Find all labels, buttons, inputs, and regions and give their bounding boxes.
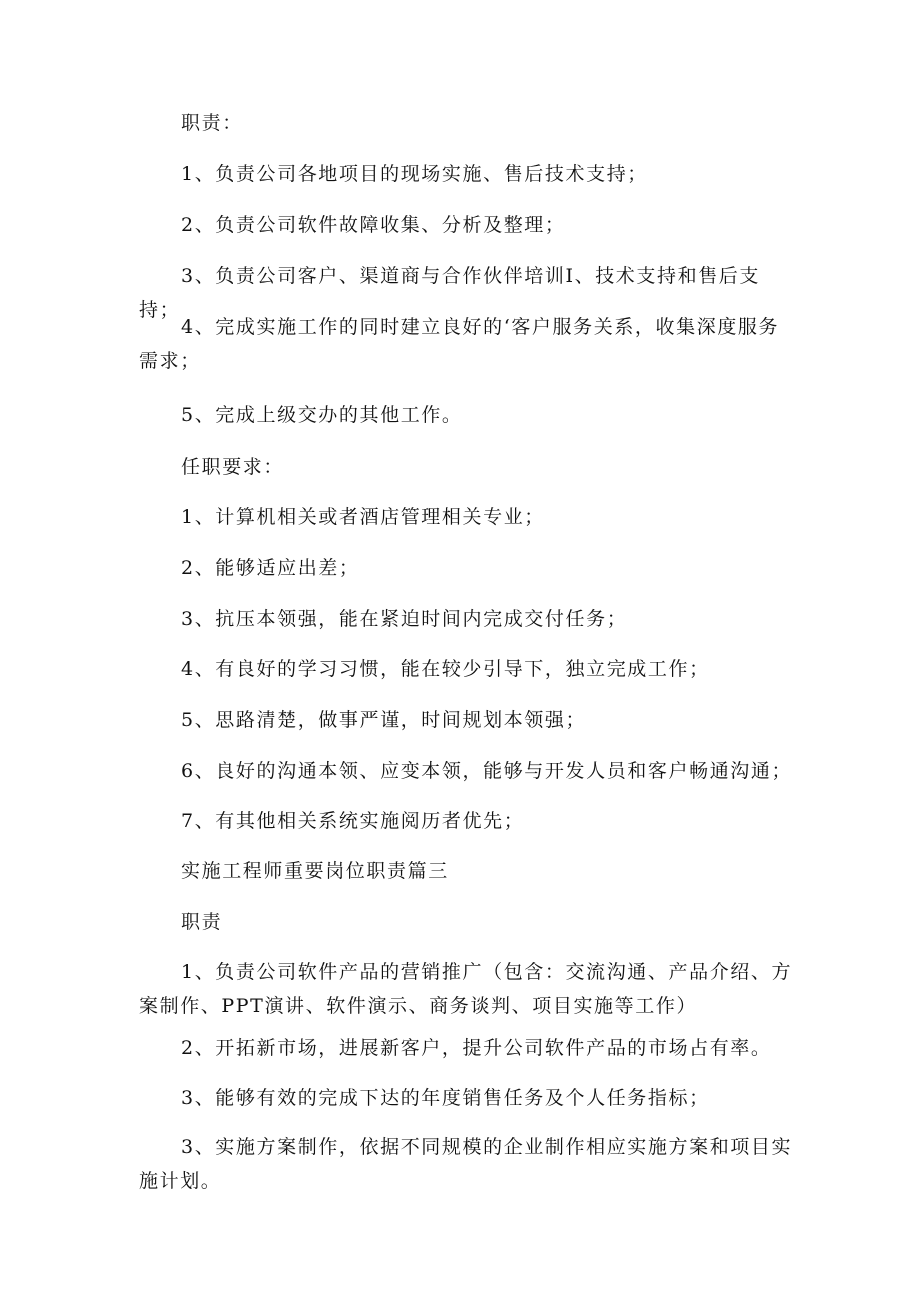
heading-requirements: 任职要求：	[181, 456, 285, 478]
duty-item-1: 1、负责公司各地项目的现场实施、售后技术支持；	[181, 163, 648, 185]
requirement-item-1: 1、计算机相关或者酒店管理相关专业；	[181, 506, 545, 528]
requirement-item-5: 5、思路清楚，做事严谨，时间规划本领强；	[181, 709, 587, 731]
section-title: 实施工程师重要岗位职责篇三	[181, 860, 449, 882]
duty2-item-4: 3、实施方案制作，依据不同规模的企业制作相应实施方案和项目实施计划。	[139, 1136, 793, 1192]
duty2-item-1: 1、负责公司软件产品的营销推广（包含：交流沟通、产品介绍、方案制作、PPT演讲、软件演示、商务谈判、项目实施等工作）	[139, 961, 793, 1017]
duty2-item-3: 3、能够有效的完成下达的年度销售任务及个人任务指标；	[181, 1087, 710, 1109]
duty-item-5: 5、完成上级交办的其他工作。	[181, 404, 463, 426]
requirement-item-2: 2、能够适应出差；	[181, 557, 360, 579]
requirement-item-3: 3、抗压本领强，能在紧迫时间内完成交付任务；	[181, 608, 628, 630]
heading-duties: 职责：	[181, 112, 243, 134]
requirement-item-6: 6、良好的沟通本领、应变本领，能够与开发人员和客户畅通沟通；	[181, 760, 793, 782]
duty-item-3: 3、负责公司客户、渠道商与合作伙伴培训I、技术支持和售后支持；	[139, 265, 760, 321]
duty-item-4: 4、完成实施工作的同时建立良好的‘客户服务关系，收集深度服务需求；	[139, 316, 780, 372]
duty-item-2: 2、负责公司软件故障收集、分析及整理；	[181, 214, 566, 236]
duty2-item-2: 2、开拓新市场，进展新客户，提升公司软件产品的市场占有率。	[181, 1037, 772, 1059]
requirement-item-4: 4、有良好的学习习惯，能在较少引导下，独立完成工作；	[181, 658, 710, 680]
requirement-item-7: 7、有其他相关系统实施阅历者优先；	[181, 810, 525, 832]
heading-duties-2: 职责	[181, 911, 223, 933]
